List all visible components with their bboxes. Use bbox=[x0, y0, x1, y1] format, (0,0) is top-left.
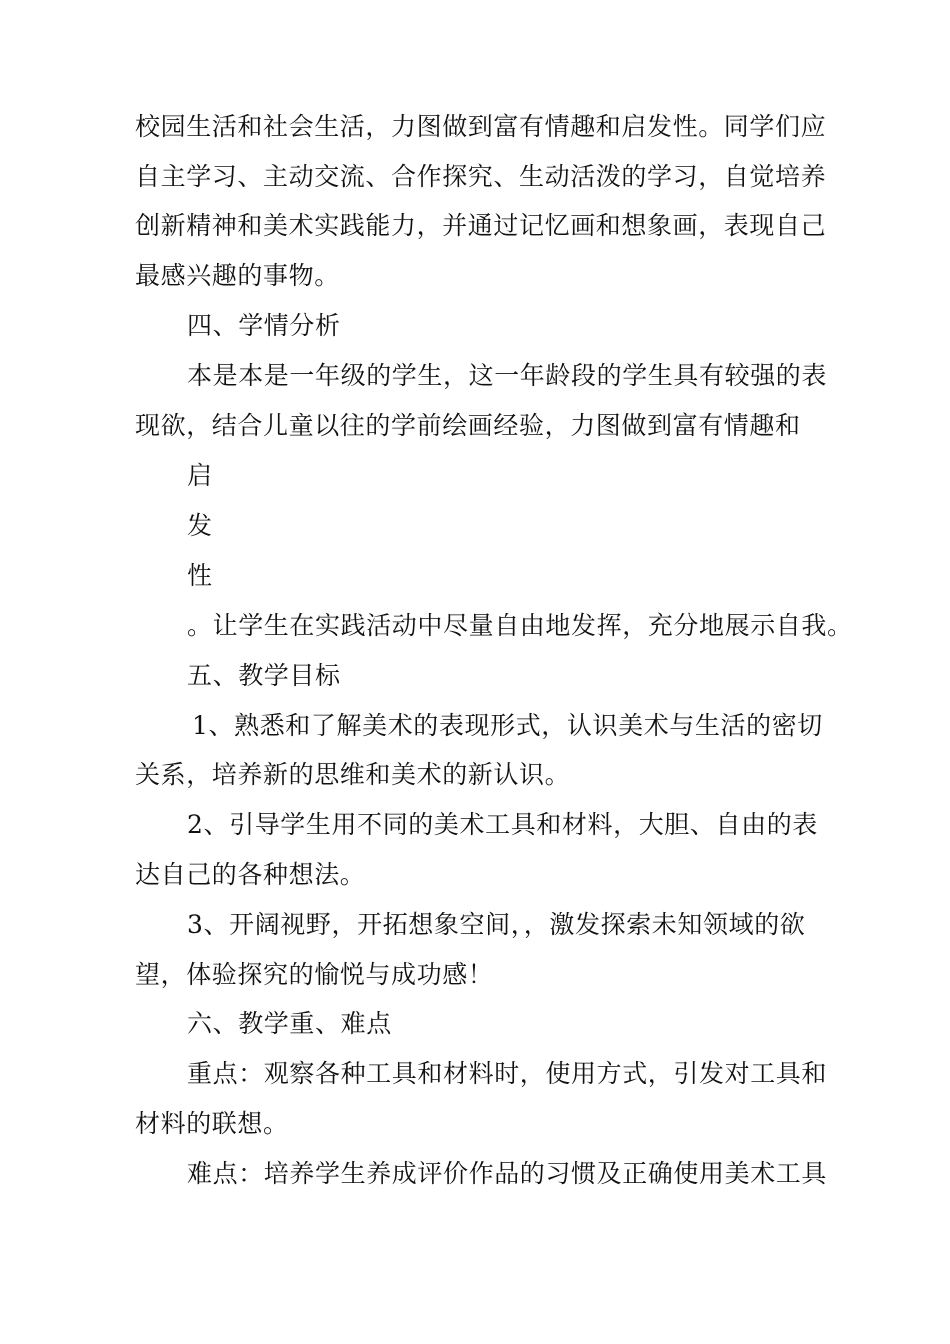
paragraph-line: 2、引导学生用不同的美术工具和材料，大胆、自由的表 bbox=[187, 810, 818, 839]
paragraph-line: 启 bbox=[187, 461, 213, 490]
section-heading: 四、学情分析 bbox=[187, 311, 341, 340]
paragraph-line: 性 bbox=[187, 561, 213, 590]
paragraph-line: 发 bbox=[187, 511, 213, 540]
paragraph-line: 关系，培养新的思维和美术的新认识。 bbox=[135, 760, 571, 789]
paragraph-line: 。让学生在实践活动中尽量自由地发挥，充分地展示自我。 bbox=[187, 611, 853, 640]
paragraph-line: 本是本是一年级的学生，这一年龄段的学生具有较强的表 bbox=[187, 361, 828, 390]
paragraph-line: 校园生活和社会生活，力图做到富有情趣和启发性。同学们应 bbox=[135, 112, 827, 141]
paragraph-line: 最感兴趣的事物。 bbox=[135, 261, 340, 290]
paragraph-line: 难点：培养学生养成评价作品的习惯及正确使用美术工具 bbox=[187, 1159, 828, 1188]
paragraph-line: 达自己的各种想法。 bbox=[135, 860, 366, 889]
paragraph-line: 自主学习、主动交流、合作探究、生动活泼的学习，自觉培养 bbox=[135, 162, 827, 191]
section-heading: 五、教学目标 bbox=[187, 661, 341, 690]
paragraph-line: 望，体验探究的愉悦与成功感！ bbox=[135, 960, 494, 989]
paragraph-line: 3、开阔视野，开拓想象空间，，激发探索未知领域的欲 bbox=[187, 910, 806, 939]
paragraph-line: 材料的联想。 bbox=[135, 1109, 289, 1138]
section-heading: 六、教学重、难点 bbox=[187, 1009, 392, 1038]
paragraph-line: 创新精神和美术实践能力，并通过记忆画和想象画，表现自己 bbox=[135, 211, 827, 240]
paragraph-line: 重点：观察各种工具和材料时，使用方式，引发对工具和 bbox=[187, 1059, 828, 1088]
paragraph-line: 1、熟悉和了解美术的表现形式，认识美术与生活的密切 bbox=[192, 711, 823, 740]
paragraph-line: 现欲，结合儿童以往的学前绘画经验，力图做到富有情趣和 bbox=[135, 411, 801, 440]
